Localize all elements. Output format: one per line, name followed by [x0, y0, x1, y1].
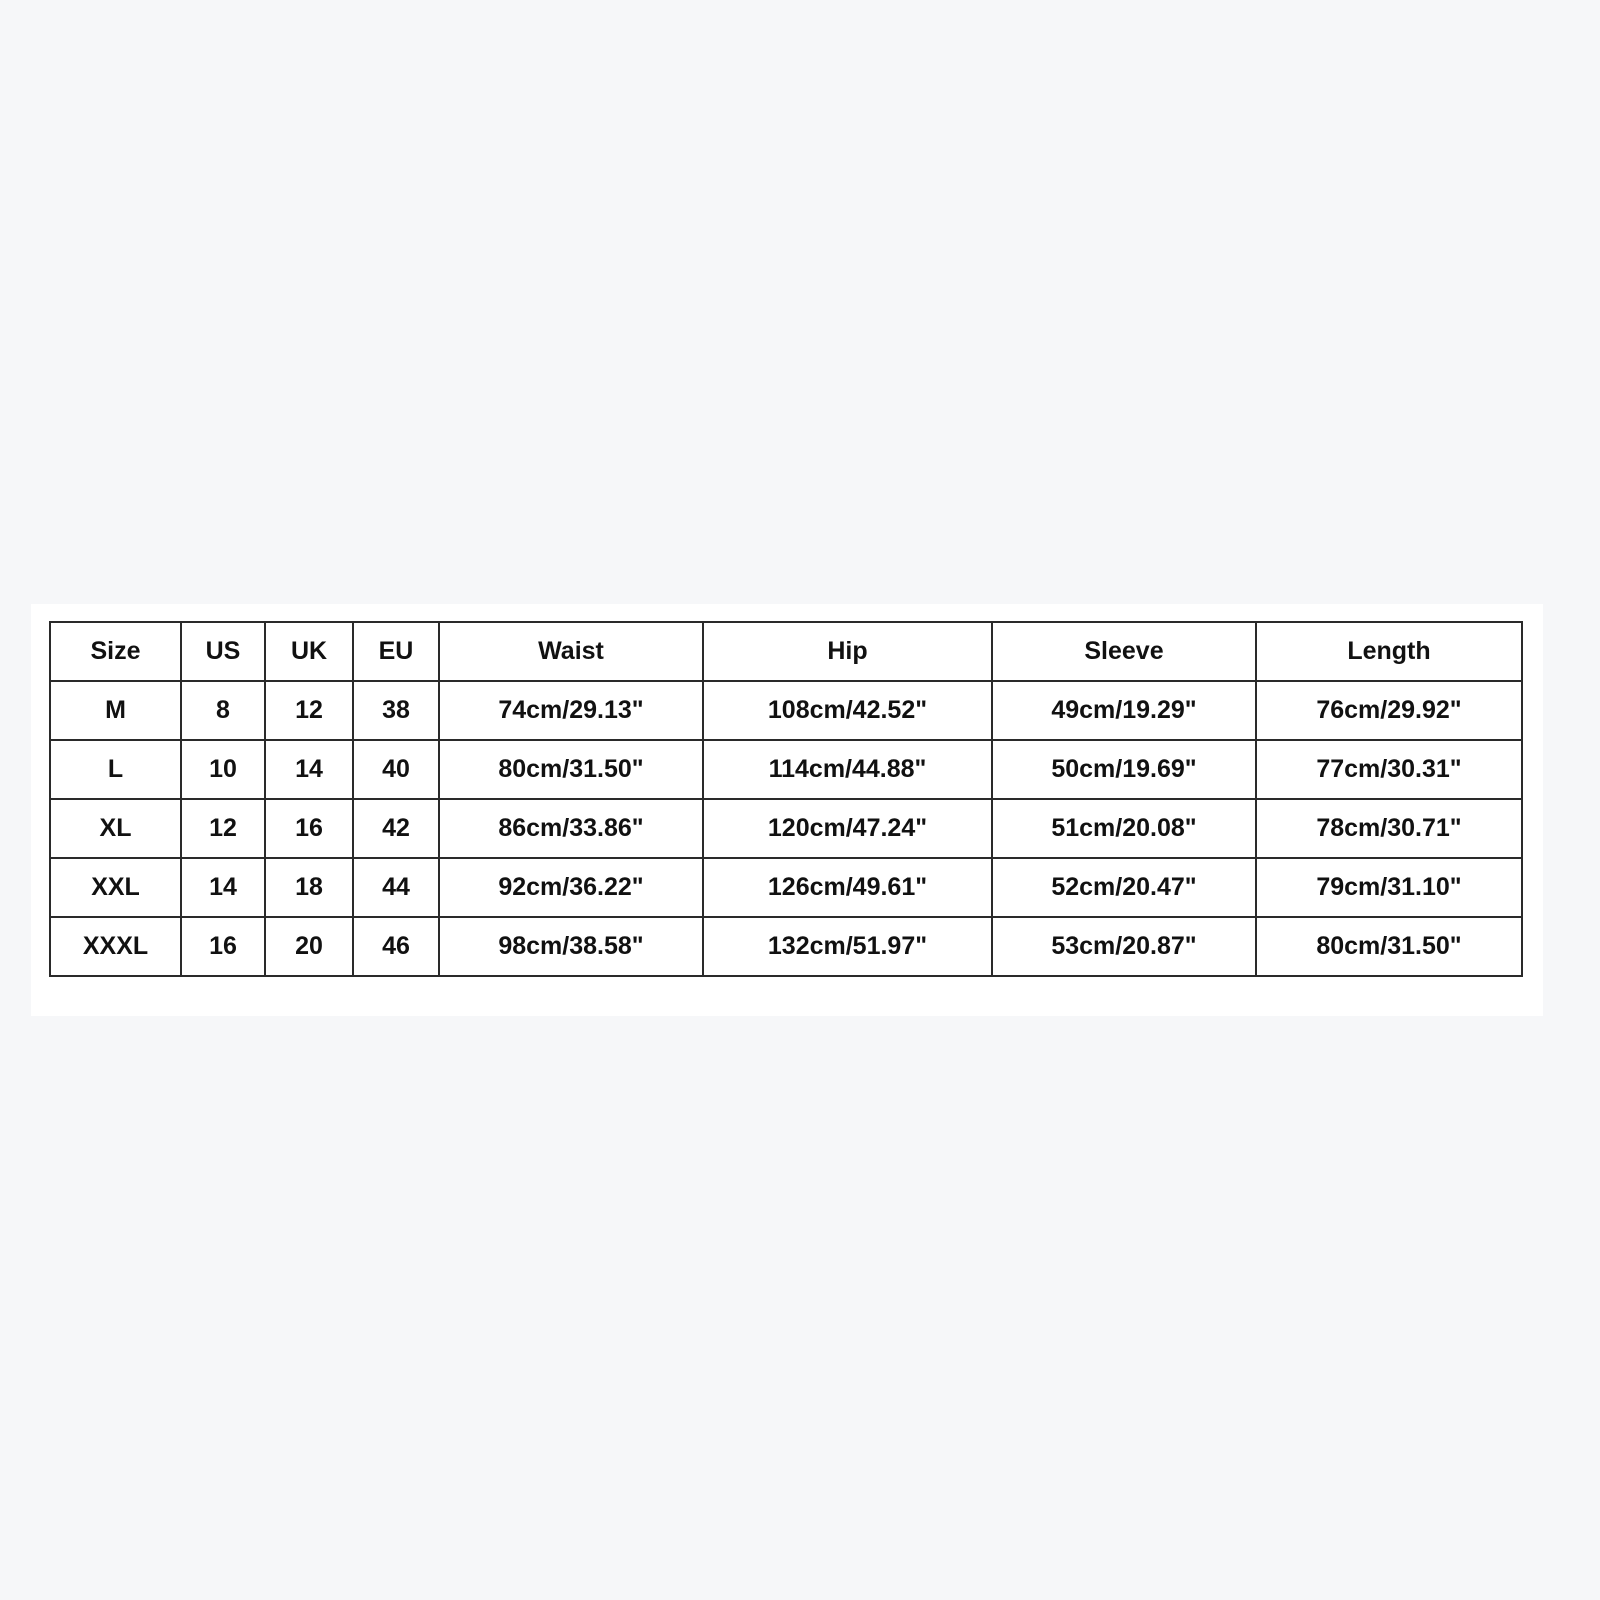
cell-waist: 86cm/33.86": [439, 799, 703, 858]
cell-us: 16: [181, 917, 265, 976]
cell-waist: 80cm/31.50": [439, 740, 703, 799]
cell-uk: 16: [265, 799, 353, 858]
header-uk: UK: [265, 622, 353, 681]
cell-sleeve: 53cm/20.87": [992, 917, 1256, 976]
table-row: [50, 858, 1522, 917]
cell-size: XL: [50, 799, 181, 858]
cell-uk: 20: [265, 917, 353, 976]
cell-eu: 46: [353, 917, 439, 976]
cell-size: L: [50, 740, 181, 799]
cell-uk: 14: [265, 740, 353, 799]
cell-sleeve: 49cm/19.29": [992, 681, 1256, 740]
cell-us: 8: [181, 681, 265, 740]
cell-size: XXL: [50, 858, 181, 917]
header-us: US: [181, 622, 265, 681]
cell-hip: 120cm/47.24": [703, 799, 992, 858]
cell-sleeve: 51cm/20.08": [992, 799, 1256, 858]
cell-waist: 74cm/29.13": [439, 681, 703, 740]
cell-us: 10: [181, 740, 265, 799]
cell-us: 14: [181, 858, 265, 917]
header-sleeve: Sleeve: [992, 622, 1256, 681]
cell-eu: 38: [353, 681, 439, 740]
cell-us: 12: [181, 799, 265, 858]
cell-sleeve: 50cm/19.69": [992, 740, 1256, 799]
size-chart-table: [49, 621, 1523, 977]
cell-sleeve: 52cm/20.47": [992, 858, 1256, 917]
cell-length: 76cm/29.92": [1256, 681, 1522, 740]
cell-waist: 98cm/38.58": [439, 917, 703, 976]
table-row: [50, 917, 1522, 976]
cell-eu: 40: [353, 740, 439, 799]
cell-size: XXXL: [50, 917, 181, 976]
cell-size: M: [50, 681, 181, 740]
cell-uk: 18: [265, 858, 353, 917]
cell-hip: 114cm/44.88": [703, 740, 992, 799]
table-row: [50, 681, 1522, 740]
table-row: [50, 740, 1522, 799]
cell-length: 78cm/30.71": [1256, 799, 1522, 858]
cell-hip: 132cm/51.97": [703, 917, 992, 976]
header-hip: Hip: [703, 622, 992, 681]
cell-waist: 92cm/36.22": [439, 858, 703, 917]
header-eu: EU: [353, 622, 439, 681]
cell-length: 79cm/31.10": [1256, 858, 1522, 917]
cell-eu: 42: [353, 799, 439, 858]
cell-length: 77cm/30.31": [1256, 740, 1522, 799]
cell-uk: 12: [265, 681, 353, 740]
cell-eu: 44: [353, 858, 439, 917]
table-row: [50, 799, 1522, 858]
cell-hip: 126cm/49.61": [703, 858, 992, 917]
header-size: Size: [50, 622, 181, 681]
header-row: [50, 622, 1522, 681]
header-waist: Waist: [439, 622, 703, 681]
header-length: Length: [1256, 622, 1522, 681]
size-chart-card: [31, 604, 1543, 1016]
cell-hip: 108cm/42.52": [703, 681, 992, 740]
cell-length: 80cm/31.50": [1256, 917, 1522, 976]
